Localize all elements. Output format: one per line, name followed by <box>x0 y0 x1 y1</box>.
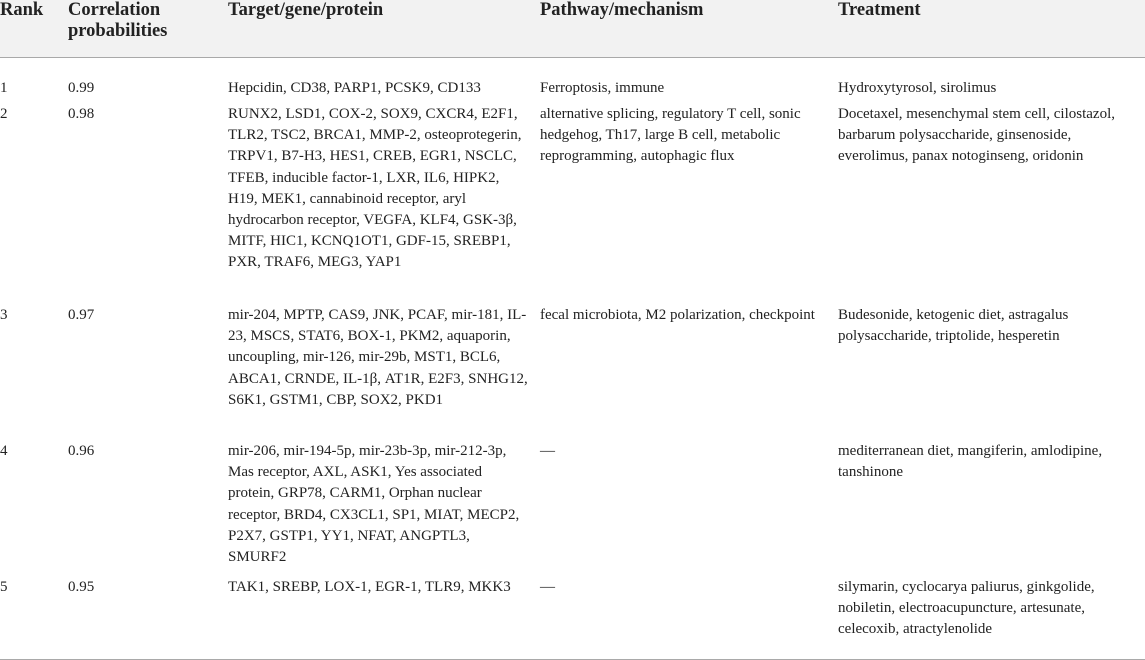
table-row <box>0 577 1145 660</box>
header-treatment: Treatment <box>838 0 1145 58</box>
header-correlation: Correlation probabilities <box>68 0 228 58</box>
table-row <box>0 441 1145 577</box>
cell-correlation: 0.98 <box>68 106 95 122</box>
cell-treatment: silymarin, cyclocarya paliurus, ginkgolide, nobiletin, electroacupuncture, artesunate, celecoxib, atractylenolide <box>838 577 1145 660</box>
cell-correlation: 0.95 <box>68 577 228 660</box>
header-row <box>0 0 1145 58</box>
table-row <box>0 58 1145 105</box>
cell-rank: 5 <box>0 577 68 660</box>
cell-pathway: alternative splicing, regulatory T cell, sonic hedgehog, Th17, large B cell, metabolic reprogramming, autophagic flux <box>540 106 801 165</box>
cell-rank: 4 <box>0 443 8 459</box>
cell-rank: 3 <box>0 307 8 323</box>
cell-pathway: Ferroptosis, immune <box>540 80 665 96</box>
cell-treatment: mediterranean diet, mangiferin, amlodipine, tanshinone <box>838 443 1103 481</box>
cell-treatment: Budesonide, ketogenic diet, astragalus polysaccharide, triptolide, hesperetin <box>838 307 1069 345</box>
table-row <box>0 305 1145 441</box>
cell-correlation: 0.96 <box>68 443 95 459</box>
cell-target: RUNX2, LSD1, COX-2, SOX9, CXCR4, E2F1, TLR2, TSC2, BRCA1, MMP-2, osteoprotegerin, TRPV1, B7-H3, HES1, CREB, EGR1, NSCLC, TFEB, inducible factor-1, LXR, IL6, HIPK2, H19, MEK1, cannabinoid receptor, aryl hydrocarbon receptor, VEGFA, KLF4, GSK-3β, MITF, HIC1, KCNQ1OT1, GDF-15, SREBP1, PXR, TRAF6, MEG3, YAP1 <box>228 106 522 271</box>
header-target: Target/gene/protein <box>228 0 540 58</box>
cell-target: TAK1, SREBP, LOX-1, EGR-1, TLR9, MKK3 <box>228 577 540 660</box>
cell-target: Hepcidin, CD38, PARP1, PCSK9, CD133 <box>228 80 481 96</box>
cell-target: mir-204, MPTP, CAS9, JNK, PCAF, mir-181, IL-23, MSCS, STAT6, BOX-1, PKM2, aquaporin, uncoupling, mir-126, mir-29b, MST1, BCL6, ABCA1, CRNDE, IL-1β, AT1R, E2F3, SNHG12, S6K1, GSTM1, CBP, SOX2, PKD1 <box>228 307 528 408</box>
cell-rank: 1 <box>0 80 8 96</box>
cell-treatment: Hydroxytyrosol, sirolimus <box>838 80 997 96</box>
table-row <box>0 104 1145 305</box>
table-header <box>0 0 1145 58</box>
cell-rank: 2 <box>0 106 8 122</box>
table-body <box>0 58 1145 660</box>
cell-pathway: — <box>540 577 838 660</box>
cell-correlation: 0.99 <box>68 80 95 96</box>
cell-pathway: — <box>540 443 555 459</box>
cell-treatment: Docetaxel, mesenchymal stem cell, cilostazol, barbarum polysaccharide, ginsenoside, everolimus, panax notoginseng, oridonin <box>838 106 1115 165</box>
cell-target: mir-206, mir-194-5p, mir-23b-3p, mir-212-3p, Mas receptor, AXL, ASK1, Yes associated protein, GRP78, CARM1, Orphan nuclear receptor, BRD4, CX3CL1, SP1, MIAT, MECP2, P2X7, GSTP1, YY1, NFAT, ANGPTL3, SMURF2 <box>228 443 520 566</box>
cell-correlation: 0.97 <box>68 307 95 323</box>
cell-pathway: fecal microbiota, M2 polarization, checkpoint <box>540 307 815 323</box>
header-pathway: Pathway/mechanism <box>540 0 838 58</box>
header-rank: Rank <box>0 0 68 58</box>
